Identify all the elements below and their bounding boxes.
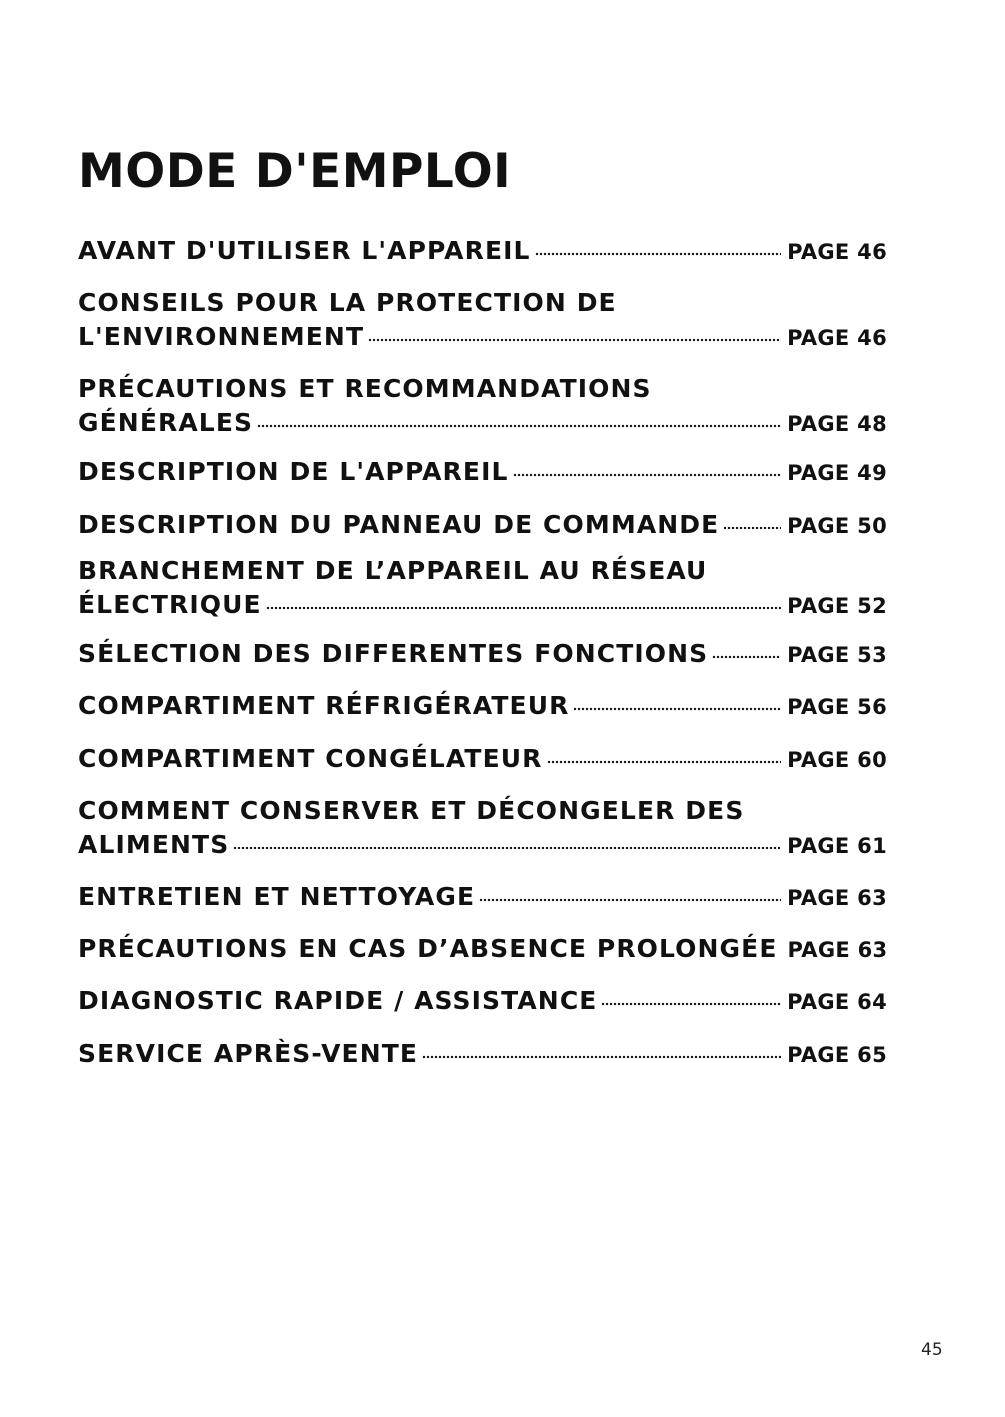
toc-entry (78, 455, 887, 490)
toc-entry-line (78, 984, 887, 1019)
dot-leader (513, 473, 782, 477)
toc-entry-title: COMPARTIMENT RÉFRIGÉRATEUR (78, 691, 570, 720)
toc-entry-title: PRÉCAUTIONS EN CAS D’ABSENCE PROLONGÉE (78, 934, 778, 963)
table-of-contents (78, 0, 887, 1417)
dot-leader (535, 252, 782, 256)
toc-page-reference: PAGE 63 (787, 938, 888, 962)
toc-entry-line (78, 828, 887, 863)
toc-entry-line (78, 794, 887, 828)
toc-entry (78, 880, 887, 915)
toc-page-reference: PAGE 63 (787, 886, 887, 910)
toc-entry (78, 794, 887, 863)
toc-entry (78, 742, 887, 777)
toc-page-reference: PAGE 53 (787, 643, 887, 667)
toc-entry (78, 508, 887, 543)
toc-entry (78, 932, 887, 967)
toc-entry-line (78, 1037, 887, 1072)
page-title: MODE D'EMPLOI (78, 144, 512, 199)
toc-page-reference: PAGE 65 (787, 1043, 887, 1067)
page-number: 45 (921, 1340, 943, 1360)
dot-leader (547, 760, 782, 764)
toc-entry (78, 689, 887, 724)
toc-page-reference: PAGE 49 (787, 461, 887, 485)
toc-page-reference: PAGE 64 (787, 990, 887, 1014)
toc-entry-line (78, 637, 887, 672)
toc-entry-title: DIAGNOSTIC RAPIDE / ASSISTANCE (78, 986, 598, 1015)
toc-entry-title: GÉNÉRALES (78, 408, 254, 437)
toc-entry (78, 637, 887, 672)
toc-entry-title: L'ENVIRONNEMENT (78, 322, 365, 351)
toc-entry-line (78, 880, 887, 915)
toc-entry-title: ENTRETIEN ET NETTOYAGE (78, 882, 476, 911)
toc-entry-title: COMPARTIMENT CONGÉLATEUR (78, 744, 543, 773)
toc-entry-title: CONSEILS POUR LA PROTECTION DE (78, 288, 617, 317)
dot-leader (479, 898, 781, 902)
dot-leader (233, 846, 781, 850)
dot-leader (573, 707, 781, 711)
toc-entry (78, 372, 887, 441)
toc-entry-line (78, 742, 887, 777)
toc-page-reference: PAGE 48 (787, 412, 887, 436)
toc-entry (78, 554, 887, 623)
dot-leader (723, 526, 781, 530)
toc-entry-line (78, 588, 887, 623)
toc-page-reference: PAGE 50 (787, 514, 887, 538)
toc-entry-line (78, 932, 887, 967)
dot-leader (257, 424, 781, 428)
toc-entry (78, 1037, 887, 1072)
toc-page-reference: PAGE 61 (787, 834, 887, 858)
toc-entry-title: AVANT D'UTILISER L'APPAREIL (78, 236, 531, 265)
toc-entry-title: SERVICE APRÈS-VENTE (78, 1039, 419, 1068)
toc-entry-title: DESCRIPTION DU PANNEAU DE COMMANDE (78, 510, 720, 539)
toc-entry-line (78, 508, 887, 543)
dot-leader (422, 1055, 781, 1059)
toc-page-reference: PAGE 46 (787, 240, 887, 264)
toc-entry-line (78, 286, 887, 320)
dot-leader (712, 655, 781, 659)
toc-entry-title: BRANCHEMENT DE L’APPAREIL AU RÉSEAU (78, 556, 708, 585)
toc-entry-title: ALIMENTS (78, 830, 230, 859)
toc-entry-line (78, 689, 887, 724)
toc-page-reference: PAGE 60 (787, 748, 887, 772)
toc-entry (78, 234, 887, 269)
toc-page-reference: PAGE 52 (787, 594, 887, 618)
toc-entry (78, 984, 887, 1019)
toc-entry-line (78, 372, 887, 406)
toc-entry-line (78, 320, 887, 355)
dot-leader (601, 1002, 781, 1006)
toc-entry-line (78, 406, 887, 441)
toc-entry-title: PRÉCAUTIONS ET RECOMMANDATIONS (78, 374, 652, 403)
toc-entry-line (78, 455, 887, 490)
toc-entry-title: DESCRIPTION DE L'APPAREIL (78, 457, 509, 486)
toc-page-reference: PAGE 46 (787, 326, 887, 350)
toc-page-reference: PAGE 56 (787, 695, 887, 719)
toc-entry-title: ÉLECTRIQUE (78, 590, 262, 619)
toc-entry-title: COMMENT CONSERVER ET DÉCONGELER DES (78, 796, 745, 825)
dot-leader (368, 338, 781, 342)
dot-leader (266, 606, 781, 610)
toc-entry (78, 286, 887, 355)
toc-entry-line (78, 554, 887, 588)
toc-entry-line (78, 234, 887, 269)
toc-entry-title: SÉLECTION DES DIFFERENTES FONCTIONS (78, 639, 709, 668)
